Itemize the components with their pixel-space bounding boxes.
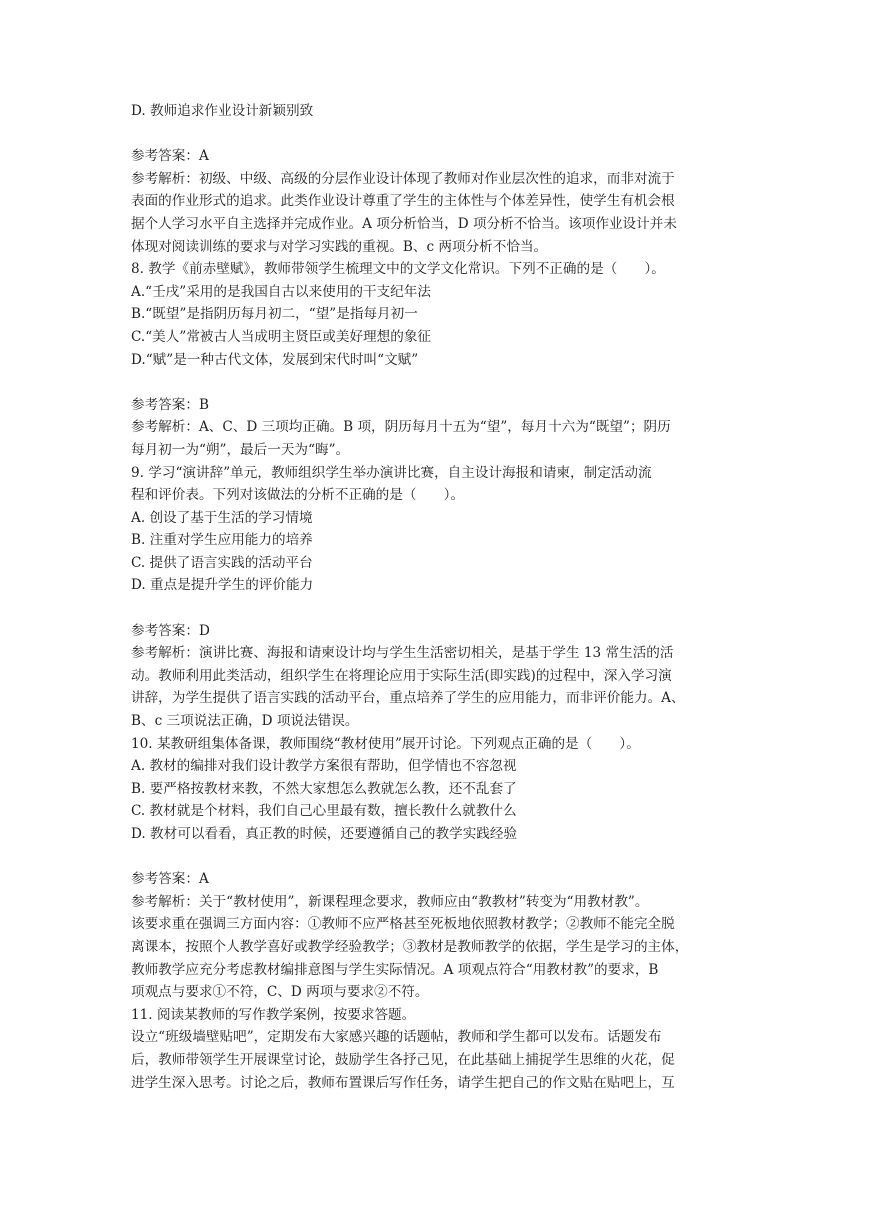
paragraph-gap [131,123,741,146]
document-page [131,100,741,1094]
text-line: 后，教师带领学生开展课堂讨论，鼓励学生各抒己见，在此基础上捕捉学生思维的火花，促 [131,1051,675,1068]
text-line: 表面的作业形式的追求。此类作业设计尊重了学生的主体性与个体差异性，使学生有机会根 [131,193,675,210]
text-line: D. 重点是提升学生的评价能力 [131,577,314,594]
text-line: 11. 阅读某教师的写作教学案例，按要求答题。 [131,1006,416,1023]
text-line: A. 创设了基于生活的学习情境 [131,509,313,526]
text-line: 参考解析：A、C、D 三项均正确。B 项，阴历每月十五为“望”，每月十六为“既望”；阴历 [131,419,671,436]
text-line: D.“赋”是一种古代文体，发展到宋代时叫“文赋” [131,351,419,368]
text-line: 参考解析：演讲比赛、海报和请柬设计均与学生生活密切相关，是基于学生 13 常生活的活 [131,645,674,662]
text-line: 参考答案：D [131,622,210,639]
text-line: 该要求重在强调三方面内容：①教师不应严格甚至死板地依照教材教学；②教师不能完全脱 [131,916,675,933]
text-line: 设立“班级墙壁贴吧”，定期发布大家感兴趣的话题帖，教师和学生都可以发布。话题发布 [131,1029,662,1046]
text-line: 讲辞，为学生提供了语言实践的活动平台，重点培养了学生的应用能力，而非评价能力。A、 [131,690,685,707]
text-line: C. 教材就是个材料，我们自己心里最有数，擅长教什么就教什么 [131,803,517,820]
text-line: D. 教材可以看看，真正教的时候，还要遵循自己的教学实践经验 [131,826,518,842]
text-line: 8. 教学《前赤壁赋》，教师带领学生梳理文中的文学文化常识。下列不正确的是（ ）。 [131,261,665,278]
text-line: D. 教师追求作业设计新颖别致 [131,103,314,119]
text-line: B. 要严格按教材来教，不然大家想怎么教就怎么教，还不乱套了 [131,780,517,797]
text-line: 据个人学习水平自主选择并完成作业。A 项分析恰当，D 项分析不恰当。该项作业设计并未 [131,215,677,232]
paragraph-gap [131,371,741,394]
text-line: 项观点与要求①不符，C、D 两项与要求②不符。 [131,984,429,1001]
text-line: 9. 学习“演讲辞”单元，教师组织学生举办演讲比赛，自主设计海报和请柬，制定活动流 [131,464,652,481]
text-line: 教师教学应充分考虑教材编排意图与学生实际情况。A 项观点符合“用教材教”的要求，B [131,961,659,978]
text-line: B. 注重对学生应用能力的培养 [131,532,313,549]
text-line: B.“既望”是指阴历每月初二，“望”是指每月初一 [131,306,418,323]
paragraph-gap [131,597,741,620]
text-line: A.“壬戌”采用的是我国自古以来使用的干支纪年法 [131,283,431,300]
text-line: B、c 三项说法正确，D 项说法错误。 [131,713,359,730]
text-line: 10. 某教研组集体备课，教师围绕“教材使用”展开讨论。下列观点正确的是（ ）。 [131,735,640,752]
text-line: 体现对阅读训练的要求与对学习实践的重视。B、c 两项分析不恰当。 [131,238,548,255]
paragraph-gap [131,846,741,869]
text-line: 程和评价表。下列对该做法的分析不正确的是（ ）。 [131,487,465,504]
text-line: 参考答案：A [131,148,209,165]
text-line: 参考解析：初级、中级、高级的分层作业设计体现了教师对作业层次性的追求，而非对流于 [131,170,675,187]
text-line: C.“美人”常被古人当成明主贤臣或美好理想的象征 [131,328,432,345]
text-line: 参考解析：关于“教材使用”，新课程理念要求，教师应由“教教材”转变为“用教材教”。 [131,893,649,910]
text-line: 离课本，按照个人教学喜好或教学经验教学；③教材是教师教学的依据，学生是学习的主体， [131,938,689,955]
text-line: C. 提供了语言实践的活动平台 [131,554,313,571]
text-line: 每月初一为“朔”，最后一天为“晦”。 [131,441,350,458]
text-line: A. 教材的编排对我们设计教学方案很有帮助，但学情也不容忽视 [131,758,517,775]
text-line: 参考答案：A [131,871,209,888]
text-line: 参考答案：B [131,396,209,413]
text-line: 进学生深入思考。讨论之后，教师布置课后写作任务，请学生把自己的作文贴在贴吧上，互 [131,1074,675,1091]
text-line: 动。教师利用此类活动，组织学生在将理论应用于实际生活(即实践)的过程中，深入学习演 [131,667,672,684]
